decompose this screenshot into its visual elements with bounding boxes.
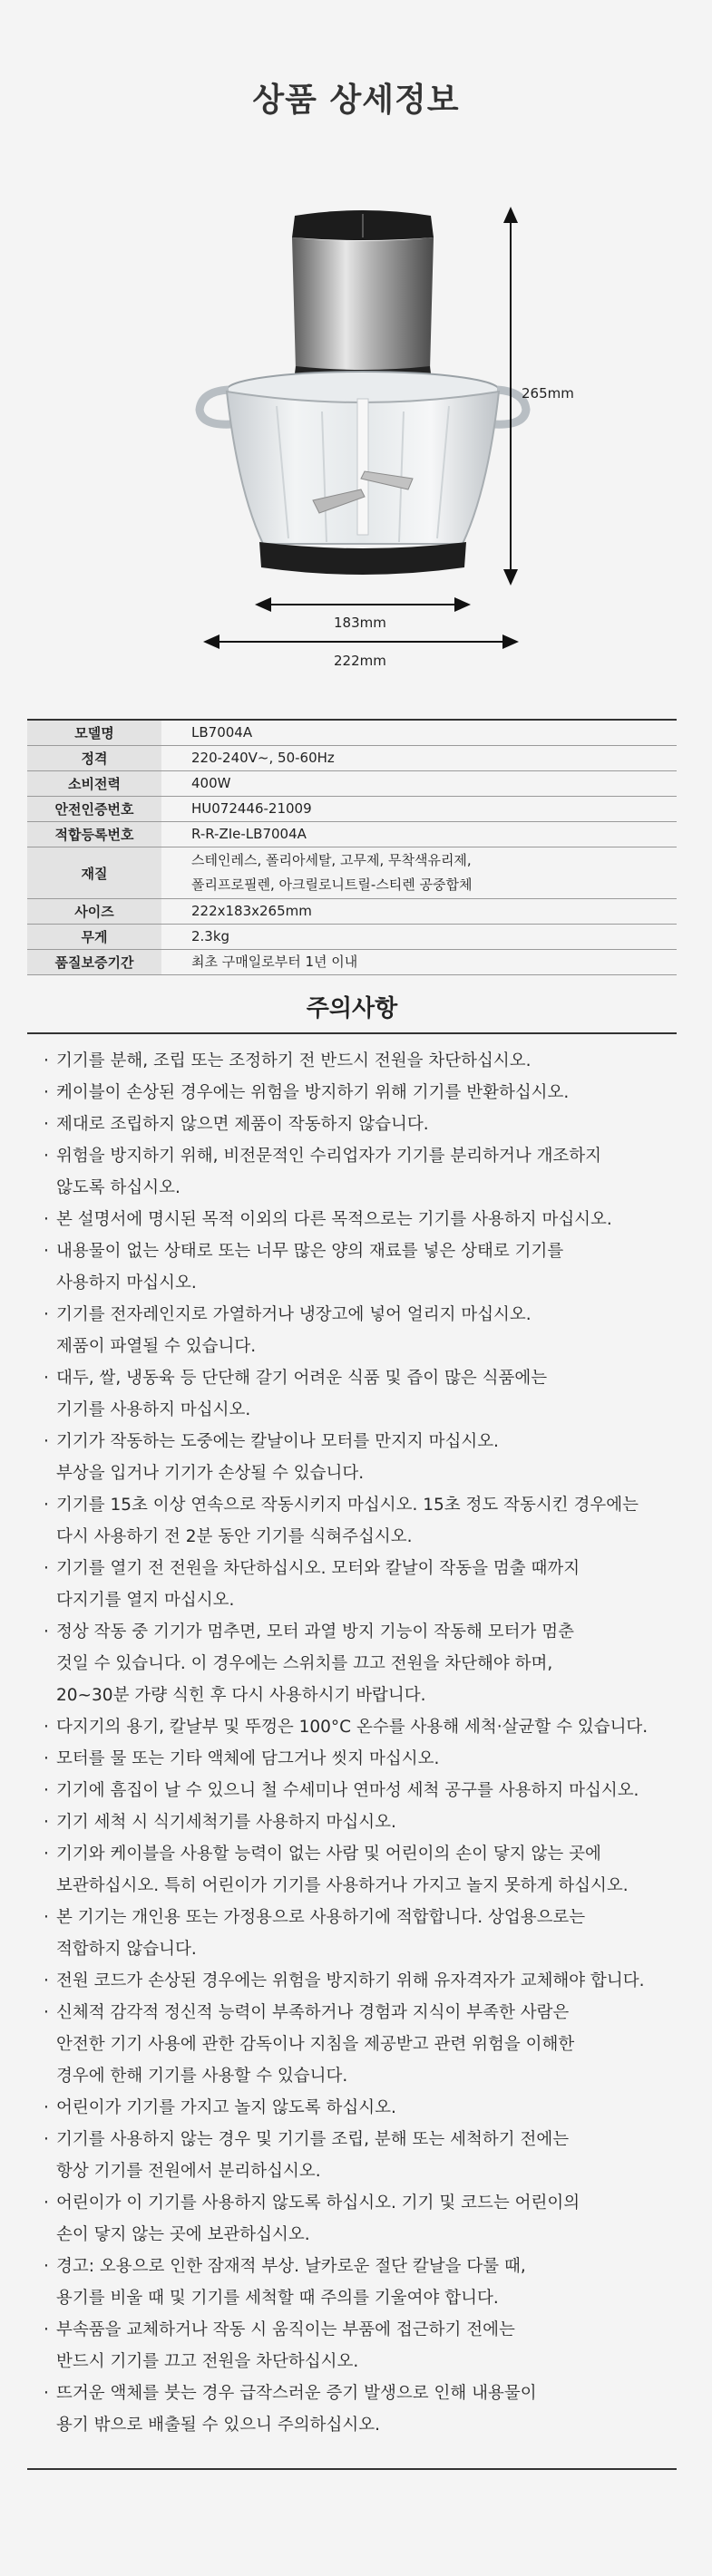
caution-item [44, 2092, 678, 2124]
caution-line: 사용하지 마십시오. [56, 1273, 197, 1293]
caution-item [44, 1775, 678, 1806]
caution-line: · 기기에 흠집이 날 수 있으니 철 수세미나 연마성 세척 공구를 사용하지 마십시오. [56, 1781, 639, 1800]
caution-item [44, 1838, 678, 1902]
caution-item [44, 1077, 678, 1109]
caution-line: · 제대로 조립하지 않으면 제품이 작동하지 않습니다. [56, 1115, 429, 1134]
spec-key: 소비전력 [27, 771, 161, 797]
bottom-divider [27, 2468, 677, 2470]
caution-item [44, 1806, 678, 1838]
caution-item [44, 1235, 678, 1299]
caution-line: 경우에 한해 기기를 사용할 수 있습니다. [56, 2067, 348, 2086]
caution-item [44, 1902, 678, 1965]
spec-row [27, 925, 677, 950]
page-title: 상품 상세정보 [252, 82, 460, 119]
caution-line: · 다지기의 용기, 칼날부 및 뚜껑은 100°C 온수를 사용해 세척·살균할 수 있습니다. [56, 1718, 649, 1737]
caution-title: 주의사항 [27, 985, 677, 1034]
caution-line: 않도록 하십시오. [56, 1178, 180, 1197]
caution-line: · 경고: 오용으로 인한 잠재적 부상. 날카로운 절단 칼날을 다룰 때, [56, 2257, 526, 2276]
spec-value-line: 400W [191, 775, 231, 791]
spec-key: 모델명 [27, 720, 161, 746]
caution-line: · 모터를 물 또는 기타 액체에 담그거나 씻지 마십시오. [56, 1749, 440, 1768]
spec-row [27, 822, 677, 847]
caution-item [44, 2251, 678, 2314]
caution-line: 다지기를 열지 마십시오. [56, 1591, 235, 1610]
caution-line: · 기기와 케이블을 사용할 능력이 없는 사람 및 어린이의 손이 닿지 않는 곳에 [56, 1845, 601, 1864]
caution-item [44, 2187, 678, 2251]
caution-item [44, 2314, 678, 2377]
spec-value [161, 847, 677, 899]
caution-item [44, 1997, 678, 2092]
caution-line: · 대두, 쌀, 냉동육 등 단단해 갈기 어려운 식품 및 즙이 많은 식품에는 [56, 1369, 548, 1388]
caution-line: 안전한 기기 사용에 관한 감독이나 지침을 제공받고 관련 위험을 이해한 [56, 2035, 575, 2054]
spec-value [161, 899, 677, 925]
caution-item [44, 1109, 678, 1140]
product-image [0, 0, 712, 689]
spec-row [27, 847, 677, 899]
spec-key: 안전인증번호 [27, 797, 161, 822]
spec-key: 품질보증기간 [27, 950, 161, 975]
caution-line: · 위험을 방지하기 위해, 비전문적인 수리업자가 기기를 분리하거나 개조하지 [56, 1147, 602, 1166]
caution-item [44, 1299, 678, 1362]
spec-row [27, 771, 677, 797]
spec-value [161, 746, 677, 771]
inner-width-label: 183mm [334, 615, 386, 631]
caution-line: · 기기를 열기 전 전원을 차단하십시오. 모터와 칼날이 작동을 멈출 때까지 [56, 1559, 580, 1578]
spec-row [27, 746, 677, 771]
caution-line: 20~30분 가량 식힌 후 다시 사용하시기 바랍니다. [56, 1686, 426, 1705]
spec-value-line: 스테인레스, 폴리아세탈, 고무제, 무착색유리제, [191, 852, 472, 868]
caution-line: 보관하십시오. 특히 어린이가 기기를 사용하거나 가지고 놀지 못하게 하십시오. [56, 1876, 629, 1895]
spec-key: 적합등록번호 [27, 822, 161, 847]
spec-value-line: R-R-ZIe-LB7004A [191, 826, 307, 842]
caution-line: 손이 닿지 않는 곳에 보관하십시오. [56, 2225, 310, 2244]
spec-value [161, 950, 677, 975]
height-label: 265mm [522, 385, 574, 402]
caution-line: · 기기를 사용하지 않는 경우 및 기기를 조립, 분해 또는 세척하기 전에는 [56, 2130, 570, 2149]
caution-line: · 기기를 분해, 조립 또는 조정하기 전 반드시 전원을 차단하십시오. [56, 1051, 532, 1070]
caution-line: 제품이 파열될 수 있습니다. [56, 1337, 257, 1356]
caution-line: 기기를 사용하지 마십시오. [56, 1400, 251, 1419]
caution-item [44, 2377, 678, 2441]
caution-line: · 기기를 전자레인지로 가열하거나 냉장고에 넣어 얼리지 마십시오. [56, 1305, 532, 1324]
spec-value-line: LB7004A [191, 724, 253, 741]
spec-value [161, 797, 677, 822]
caution-item [44, 1711, 678, 1743]
caution-line: 항상 기기를 전원에서 분리하십시오. [56, 2162, 321, 2181]
spec-value [161, 925, 677, 950]
spec-key: 사이즈 [27, 899, 161, 925]
spec-row [27, 797, 677, 822]
caution-line: 것일 수 있습니다. 이 경우에는 스위치를 끄고 전원을 차단해야 하며, [56, 1654, 553, 1673]
caution-line: · 내용물이 없는 상태로 또는 너무 많은 양의 재료를 넣은 상태로 기기를 [56, 1242, 564, 1261]
spec-value [161, 771, 677, 797]
caution-line: · 어린이가 이 기기를 사용하지 않도록 하십시오. 기기 및 코드는 어린이의 [56, 2193, 580, 2213]
spec-value [161, 822, 677, 847]
caution-item [44, 2124, 678, 2187]
caution-item [44, 1743, 678, 1775]
spec-value-line: 폴리프로필렌, 아크릴로니트릴-스티렌 공중합체 [191, 876, 473, 893]
spec-value-line: HU072446-21009 [191, 800, 312, 817]
caution-line: 용기를 비울 때 및 기기를 세척할 때 주의를 기울여야 합니다. [56, 2289, 499, 2308]
caution-line: 적합하지 않습니다. [56, 1940, 197, 1959]
caution-line: · 본 설명서에 명시된 목적 이외의 다른 목적으로는 기기를 사용하지 마십시오. [56, 1210, 612, 1229]
spec-row [27, 720, 677, 746]
spec-value-line: 최초 구매일로부터 1년 이내 [191, 954, 358, 970]
caution-line: · 기기 세척 시 식기세척기를 사용하지 마십시오. [56, 1813, 396, 1832]
caution-line: · 어린이가 기기를 가지고 놀지 않도록 하십시오. [56, 2098, 396, 2117]
caution-line: 용기 밖으로 배출될 수 있으니 주의하십시오. [56, 2416, 380, 2435]
caution-line: · 정상 작동 중 기기가 멈추면, 모터 과열 방지 기능이 작동해 모터가 멈춘 [56, 1622, 574, 1641]
spec-value-line: 222x183x265mm [191, 903, 312, 919]
spec-value [161, 720, 677, 746]
caution-list [44, 1045, 678, 2441]
caution-line: · 신체적 감각적 정신적 능력이 부족하거나 경험과 지식이 부족한 사람은 [56, 2003, 570, 2022]
base-ring-shape [259, 542, 466, 575]
caution-item [44, 1140, 678, 1204]
spec-key: 재질 [27, 847, 161, 899]
caution-line: · 부속품을 교체하거나 작동 시 움직이는 부품에 접근하기 전에는 [56, 2320, 515, 2339]
caution-line: · 케이블이 손상된 경우에는 위험을 방지하기 위해 기기를 반환하십시오. [56, 1083, 570, 1102]
outer-width-label: 222mm [334, 653, 386, 669]
caution-line: 다시 사용하기 전 2분 동안 기기를 식혀주십시오. [56, 1527, 413, 1546]
caution-line: · 뜨거운 액체를 붓는 경우 급작스러운 증기 발생으로 인해 내용물이 [56, 2384, 537, 2403]
spec-row [27, 950, 677, 975]
product-figure [0, 0, 712, 689]
spec-table [27, 719, 677, 975]
caution-line: · 본 기기는 개인용 또는 가정용으로 사용하기에 적합합니다. 상업용으로는 [56, 1908, 586, 1927]
spec-value-line: 220-240V~, 50-60Hz [191, 750, 335, 766]
caution-line: 반드시 기기를 끄고 전원을 차단하십시오. [56, 2352, 359, 2371]
caution-line: · 기기를 15초 이상 연속으로 작동시키지 마십시오. 15초 정도 작동시킨 경우에는 [56, 1496, 639, 1515]
spec-row [27, 899, 677, 925]
spec-key: 정격 [27, 746, 161, 771]
caution-line: · 전원 코드가 손상된 경우에는 위험을 방지하기 위해 유자격자가 교체해야 합니다. [56, 1971, 645, 1990]
caution-item [44, 1553, 678, 1616]
caution-item [44, 1362, 678, 1426]
caution-item [44, 1489, 678, 1553]
motor-housing-shape [292, 237, 434, 373]
caution-line: · 기기가 작동하는 도중에는 칼날이나 모터를 만지지 마십시오. [56, 1432, 499, 1451]
spec-value-line: 2.3kg [191, 928, 230, 944]
caution-item [44, 1204, 678, 1235]
caution-line: 부상을 입거나 기기가 손상될 수 있습니다. [56, 1464, 365, 1483]
caution-item [44, 1965, 678, 1997]
caution-item [44, 1616, 678, 1711]
spec-key: 무게 [27, 925, 161, 950]
caution-item [44, 1426, 678, 1489]
caution-item [44, 1045, 678, 1077]
